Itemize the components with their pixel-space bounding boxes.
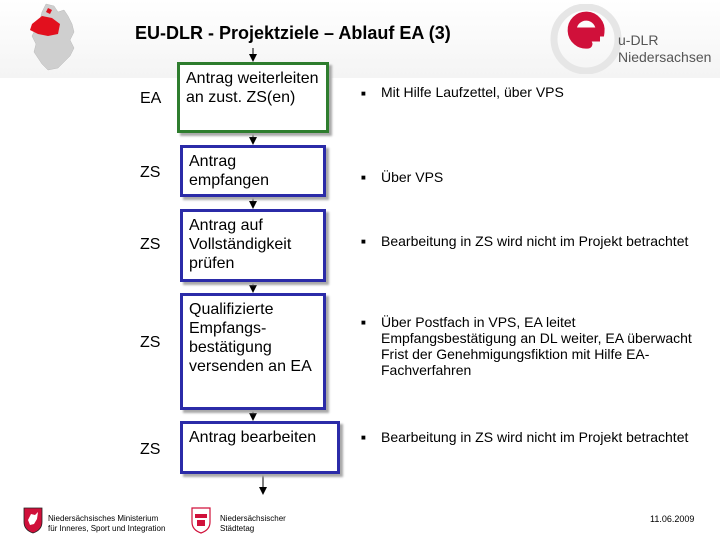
staedtetag-line-2: Städtetag	[220, 524, 255, 533]
ministry-text	[48, 514, 165, 534]
description-4: Über Postfach in VPS, EA leitet Empfangsbestätigung an DL weiter, EA überwacht Frist der Genehmigungsfiktion mit Hilfe EA-Fachverfahren	[381, 314, 692, 378]
page-title: EU-DLR - Projektziele – Ablauf EA (3)	[135, 23, 451, 43]
ministry-line-1: Niedersächsisches Ministerium	[48, 514, 159, 523]
bullet-3: ■	[361, 237, 366, 246]
description-2: Über VPS	[381, 169, 444, 185]
process-box-5: Antrag bearbeiten	[180, 421, 340, 474]
staedtetag-crest-icon	[190, 506, 212, 534]
staedtetag-text	[220, 514, 286, 534]
bullet-4: ■	[361, 318, 366, 327]
description-1: Mit Hilfe Laufzettel, über VPS	[381, 84, 564, 100]
role-label-2: ZS	[140, 164, 161, 181]
role-label-3: ZS	[140, 236, 161, 253]
lower-saxony-crest-icon	[22, 506, 44, 534]
ministry-line-2: für Inneres, Sport und Integration	[48, 524, 166, 533]
logo-text-line1: u-DLR	[618, 32, 659, 48]
role-label-5: ZS	[140, 441, 161, 458]
description-3: Bearbeitung in ZS wird nicht im Projekt betrachtet	[381, 233, 689, 249]
bullet-1: ■	[361, 89, 366, 98]
role-label-1: EA	[140, 90, 162, 107]
bullet-2: ■	[361, 173, 366, 182]
process-box-4: Qualifizierte Empfangs-bestätigung versenden an EA	[180, 293, 326, 410]
description-5: Bearbeitung in ZS wird nicht im Projekt betrachtet	[381, 429, 689, 445]
role-label-4: ZS	[140, 334, 161, 351]
staedtetag-line-1: Niedersächsischer	[220, 514, 286, 523]
process-box-1: Antrag weiterleiten an zust. ZS(en)	[177, 62, 329, 133]
process-box-3: Antrag auf Vollständigkeit prüfen	[180, 209, 326, 282]
process-box-2: Antrag empfangen	[180, 145, 326, 197]
footer-date: 11.06.2009	[650, 514, 695, 524]
bullet-5: ■	[361, 433, 366, 442]
logo-text-line2: Niedersachsen	[618, 49, 712, 65]
